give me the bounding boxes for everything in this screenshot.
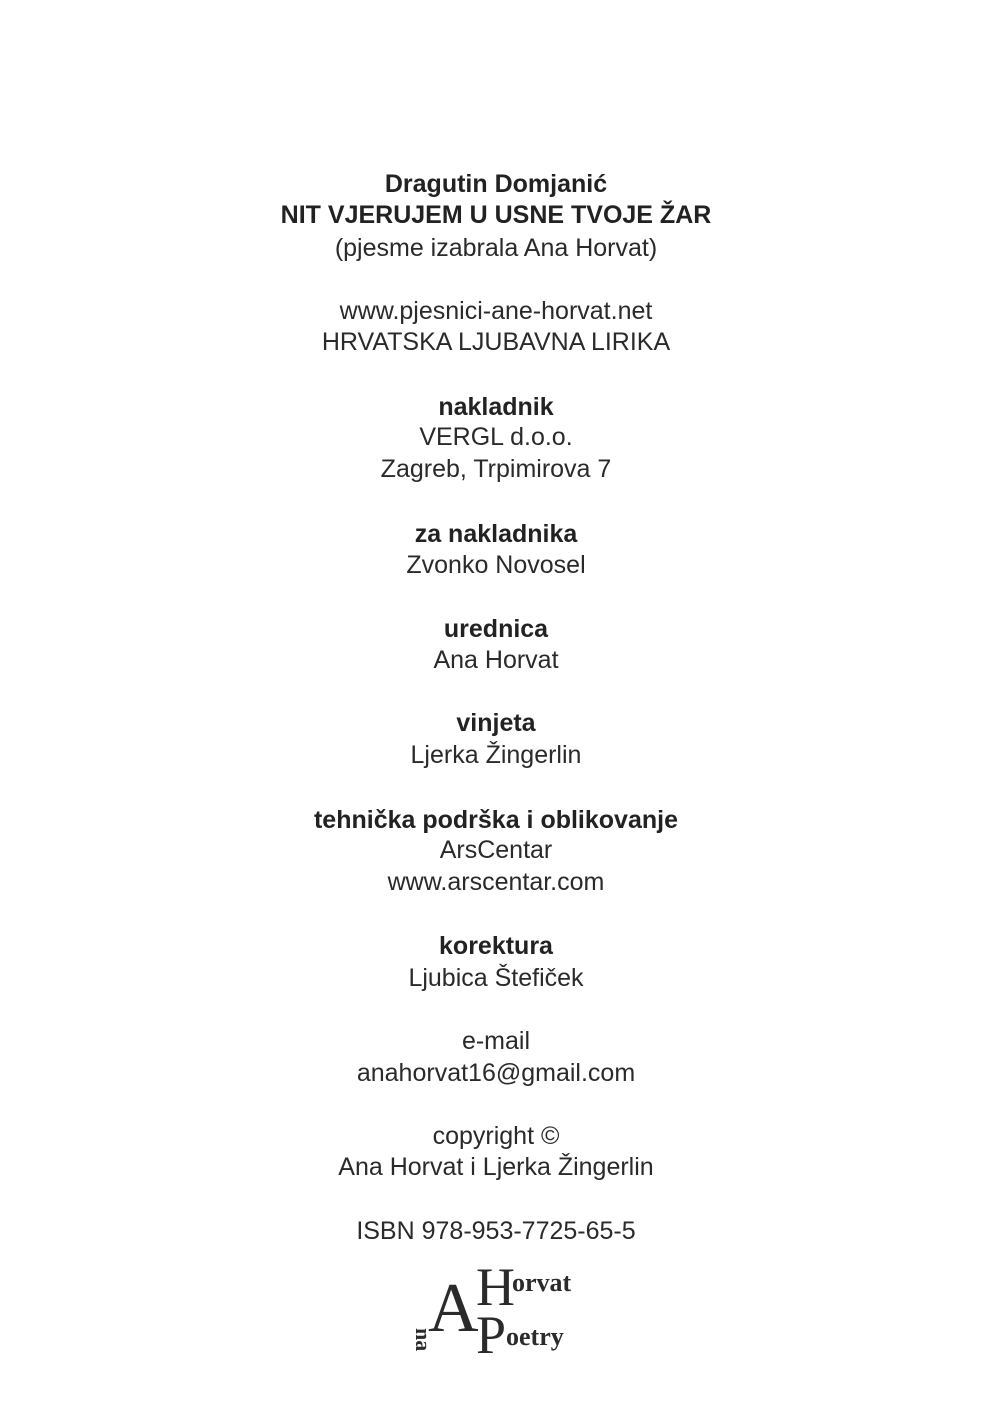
publisher-name: VERGL d.o.o.: [419, 423, 573, 451]
logo-letter-p: P: [476, 1305, 507, 1365]
vignette-label: vinjeta: [456, 709, 536, 737]
book-subtitle: (pjesme izabrala Ana Horvat): [334, 234, 658, 262]
design-label: tehnička podrška i oblikovanje: [313, 806, 678, 834]
email-address: anahorvat16@gmail.com: [356, 1059, 636, 1087]
isbn: ISBN 978-953-7725-65-5: [356, 1217, 636, 1245]
design-name: ArsCentar: [439, 836, 553, 864]
copyright-label: copyright ©: [432, 1122, 560, 1150]
vignette-name: Ljerka Žingerlin: [410, 741, 582, 769]
editor-name: Ana Horvat: [433, 646, 559, 674]
for-publisher-name: Zvonko Novosel: [406, 551, 586, 579]
ana-horvat-poetry-logo: [411, 1257, 588, 1368]
publisher-address: Zagreb, Trpimirova 7: [380, 455, 612, 483]
copyright-holders: Ana Horvat i Ljerka Žingerlin: [338, 1153, 654, 1181]
publisher-label: nakladnik: [438, 393, 554, 421]
proofreading-label: korektura: [439, 932, 553, 960]
logo-text-na: na: [411, 1328, 436, 1352]
series-website: www.pjesnici-ane-horvat.net: [339, 297, 653, 325]
author-name: Dragutin Domjanić: [384, 170, 608, 198]
book-title: NIT VJERUJEM U USNE TVOJE ŽAR: [280, 201, 712, 229]
proofreading-name: Ljubica Štefiček: [408, 964, 584, 992]
logo-letter-h: H: [476, 1257, 515, 1317]
for-publisher-label: za nakladnika: [414, 520, 578, 548]
email-label: e-mail: [461, 1027, 531, 1055]
logo-text-oetry: oetry: [506, 1322, 564, 1351]
logo-text-orvat: orvat: [512, 1268, 572, 1297]
design-website: www.arscentar.com: [387, 868, 605, 896]
logo-letter-a: A: [428, 1270, 479, 1347]
series-name: HRVATSKA LJUBAVNA LIRIKA: [321, 328, 671, 356]
editor-label: urednica: [443, 615, 549, 643]
